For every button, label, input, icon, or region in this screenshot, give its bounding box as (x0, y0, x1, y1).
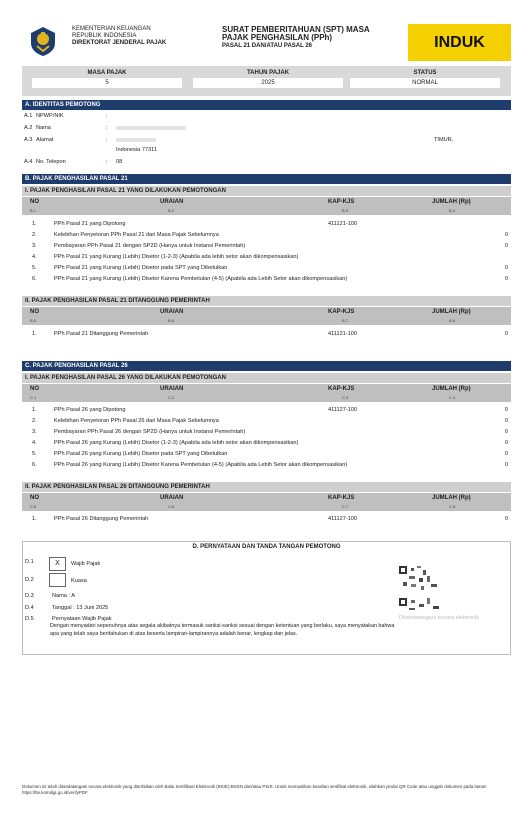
id-row-colon: : (106, 125, 108, 131)
wajib-pajak-label: Wajib Pajak (71, 561, 101, 567)
row-no: 1. (32, 407, 37, 413)
table-row (22, 427, 511, 438)
col-code: B.5 (30, 318, 37, 323)
section-b2-title: II. PAJAK PENGHASILAN PASAL 21 DITANGGUNG PEMERINTAH (22, 296, 511, 306)
title-line-1: SURAT PEMBERITAHUAN (SPT) MASA (222, 25, 370, 34)
org-line-1: KEMENTERIAN KEUANGAN (72, 26, 151, 32)
col-jumlah: JUMLAH (Rp) (432, 386, 471, 392)
address-tail: TIMUR, (434, 137, 454, 143)
org-line-3: DIREKTORAT JENDERAL PAJAK (72, 40, 167, 46)
table-row (22, 274, 511, 285)
table-row (22, 416, 511, 427)
row-amount: 0 (504, 407, 508, 413)
electronic-signature-note: Ditandatangani secara elektronik (399, 615, 480, 621)
col-code: C.2 (168, 395, 175, 400)
table-header-b2 (22, 307, 511, 325)
table-row (22, 438, 511, 449)
id-row-label: NPWP/NIK (36, 113, 64, 119)
section-b1-title: I. PAJAK PENGHASILAN PASAL 21 YANG DILAKUKAN PEMOTONGAN (22, 186, 511, 196)
row-label: PPh Pasal 21 yang Kurang (Lebih) Disetor pada SPT yang Dibetulkan (54, 265, 228, 271)
id-row-label: Nama (36, 125, 51, 131)
row-amount: 0 (504, 265, 508, 271)
row-no: 4. (32, 254, 37, 260)
col-no: NO (30, 386, 39, 392)
d2-no: D.2 (25, 577, 34, 583)
section-c-title: C. PAJAK PENGHASILAN PASAL 26 (22, 361, 511, 371)
col-no: NO (30, 309, 39, 315)
col-code: C.1 (30, 395, 37, 400)
masa-pajak-label: MASA PAJAK (87, 70, 127, 76)
section-c2-title: II. PAJAK PENGHASILAN PASAL 26 DITANGGUNG PEMERINTAH (22, 482, 511, 492)
masa-pajak-cell (32, 68, 182, 88)
col-uraian: URAIAN (160, 199, 184, 205)
row-no: 4. (32, 440, 37, 446)
id-row-no: A.3 (24, 137, 33, 143)
row-no: 1. (32, 331, 37, 337)
declaration-statement: Dengan menyadari sepenuhnya atas segala akibatnya termasuk sanksi-sanksi sesuai dengan ketentuan yang berlaku, saya menyatakan bahwa apa yang telah saya beritahukan di atas beserta lampiran-lampirannya adalah benar, lengkap dan jelas. (50, 623, 395, 637)
col-no: NO (30, 495, 39, 501)
tanggal-label: Tanggal : 13 Juni 2025 (52, 605, 109, 611)
row-amount: 0 (504, 451, 508, 457)
col-code: C.7 (342, 504, 349, 509)
qr-code-lower-icon (399, 596, 441, 612)
status-label: STATUS (413, 70, 437, 76)
redacted-name (116, 124, 186, 133)
col-uraian: URAIAN (160, 386, 184, 392)
id-row-colon: : (106, 113, 108, 119)
table-row (22, 263, 511, 274)
col-jumlah: JUMLAH (Rp) (432, 199, 471, 205)
col-code: B.8 (449, 318, 456, 323)
row-amount: 0 (504, 440, 508, 446)
row-kap: 411127-100 (328, 407, 358, 413)
wajib-pajak-checkbox[interactable]: X (49, 557, 66, 571)
col-jumlah: JUMLAH (Rp) (432, 309, 471, 315)
row-label: PPh Pasal 21 yang Kurang (Lebih) Disetor Karena Pembetulan (4-5) (Apabila ada Lebih Setor akan dikompensasikan) (54, 276, 348, 282)
row-amount: 0 (504, 276, 508, 282)
document-title (222, 26, 370, 50)
id-row-label: No. Telepon (36, 159, 66, 165)
row-amount: 0 (504, 462, 508, 468)
row-no: 3. (32, 429, 37, 435)
table-row (22, 460, 511, 471)
tahun-pajak-label: TAHUN PAJAK (246, 70, 290, 76)
d3-no: D.3 (25, 593, 34, 599)
section-c1-title: I. PAJAK PENGHASILAN PASAL 26 YANG DILAKUKAN PEMOTONGAN (22, 373, 511, 383)
row-no: 3. (32, 243, 37, 249)
col-code: C.5 (30, 504, 37, 509)
col-code: B.7 (342, 318, 349, 323)
col-uraian: URAIAN (160, 309, 184, 315)
table-row (22, 252, 511, 263)
row-kap: 411121-100 (328, 331, 358, 337)
table-row (22, 514, 511, 525)
col-jumlah: JUMLAH (Rp) (432, 495, 471, 501)
row-label: PPh Pasal 26 yang Kurang (Lebih) Disetor (1-2-3) (Apabila ada lebih setor akan dikompensasikan) (54, 440, 299, 446)
nama-label: Nama : A (52, 593, 76, 599)
row-no: 1. (32, 221, 37, 227)
row-amount: 0 (504, 232, 508, 238)
row-amount: 0 (504, 516, 508, 522)
row-amount: 0 (504, 418, 508, 424)
footer-note: Dokumen ini telah ditandatangani secara elektronik yang diterbitkan oleh Balai Sertifikasi Elektronik (BSrE)-BSSN dan/atau PSrE. Untuk memastikan keaslian sertifikat elektronik, silahkan pindai QR Code atau unggah dokumen pada laman https://tte.komdigi.go.id/verifyPDF (22, 784, 487, 795)
row-label: Pembayaran PPh Pasal 21 dengan SP2D (Hanya untuk Instansi Pemerintah) (54, 243, 246, 249)
col-code: C.8 (449, 504, 456, 509)
id-row-no: A.4 (24, 159, 33, 165)
row-amount: 0 (504, 243, 508, 249)
row-label: PPh Pasal 21 yang Dipotong (54, 221, 126, 227)
ministry-of-finance-emblem-icon (26, 24, 60, 58)
id-row-no: A.1 (24, 113, 33, 119)
table-row (22, 329, 511, 340)
table-header-c1 (22, 384, 511, 402)
row-kap: 411127-100 (328, 516, 358, 522)
org-line-2: REPUBLIK INDONESIA (72, 33, 137, 39)
qr-code-icon (399, 566, 441, 592)
col-code: C.3 (342, 395, 349, 400)
row-amount: 0 (504, 331, 508, 337)
col-code: B.1 (30, 208, 37, 213)
tahun-pajak-cell (193, 68, 343, 88)
phone-value: 08 (116, 159, 123, 165)
col-kap: KAP-KJS (328, 199, 355, 205)
col-code: C.4 (449, 395, 456, 400)
table-row (22, 405, 511, 416)
tahun-pajak-value: 2025 (193, 78, 343, 88)
id-row-colon: : (106, 137, 108, 143)
kuasa-label: Kuasa (71, 578, 87, 584)
row-label: PPh Pasal 26 yang Kurang (Lebih) Disetor Karena Pembetulan (4-5) (Apabila ada Lebih Setor akan dikompensasikan) (54, 462, 348, 468)
row-no: 5. (32, 265, 37, 271)
row-no: 5. (32, 451, 37, 457)
col-kap: KAP-KJS (328, 386, 355, 392)
address-line-2: Indonesia 77311 (116, 147, 157, 153)
d5-no: D.5 (25, 616, 34, 622)
row-no: 2. (32, 418, 37, 424)
row-label: PPh Pasal 26 yang Kurang (Lebih) Disetor pada SPT yang Dibetulkan (54, 451, 228, 457)
table-row (22, 449, 511, 460)
section-b-title: B. PAJAK PENGHASILAN PASAL 21 (22, 174, 511, 184)
table-header-b1 (22, 197, 511, 215)
row-label: Kelebihan Penyetoran PPh Pasal 26 dari Masa Pajak Sebelumnya (54, 418, 219, 424)
title-line-2: PAJAK PENGHASILAN (PPh) (222, 33, 333, 42)
table-header-c2 (22, 493, 511, 511)
status-value: NORMAL (350, 78, 500, 88)
row-no: 1. (32, 516, 37, 522)
row-label: Pembayaran PPh Pasal 26 dengan SP2D (Hanya untuk Instansi Pemerintah) (54, 429, 246, 435)
organization-name (72, 26, 166, 47)
d1-no: D.1 (25, 559, 34, 565)
table-row (22, 241, 511, 252)
masa-pajak-value: 5 (32, 78, 182, 88)
d4-no: D.4 (25, 605, 34, 611)
row-no: 6. (32, 462, 37, 468)
section-a-title: A. IDENTITAS PEMOTONG (22, 100, 511, 110)
col-code: B.2 (168, 208, 175, 213)
col-uraian: URAIAN (160, 495, 184, 501)
id-row-label: Alamat (36, 137, 54, 143)
section-d-title: D. PERNYATAAN DAN TANDA TANGAN PEMOTONG (192, 544, 341, 550)
col-no: NO (30, 199, 39, 205)
status-cell (350, 68, 500, 88)
row-amount: 0 (504, 429, 508, 435)
col-code: B.4 (449, 208, 456, 213)
row-no: 2. (32, 232, 37, 238)
table-row (22, 219, 511, 230)
title-line-3: PASAL 21 DAN/ATAU PASAL 26 (222, 43, 313, 49)
table-row (22, 230, 511, 241)
id-row-colon: : (106, 159, 108, 165)
col-kap: KAP-KJS (328, 309, 355, 315)
col-kap: KAP-KJS (328, 495, 355, 501)
declaration-box (22, 541, 511, 655)
period-bar (22, 66, 511, 96)
induk-badge: INDUK (408, 24, 511, 61)
kuasa-checkbox[interactable] (49, 573, 66, 587)
col-code: C.6 (168, 504, 175, 509)
row-label: PPh Pasal 26 yang Dipotong (54, 407, 126, 413)
document-header (22, 18, 511, 64)
row-label: PPh Pasal 26 Ditanggung Pemerintah (54, 516, 149, 522)
pernyataan-label: Pernyataan Wajib Pajak (52, 616, 112, 622)
row-label: PPh Pasal 21 yang Kurang (Lebih) Disetor (1-2-3) (Apabila ada lebih setor akan dikompensasikan) (54, 254, 299, 260)
redacted-address (116, 136, 156, 145)
col-code: B.6 (168, 318, 175, 323)
id-row-no: A.2 (24, 125, 33, 131)
row-label: Kelebihan Penyetoran PPh Pasal 21 dari Masa Pajak Sebelumnya (54, 232, 219, 238)
row-label: PPh Pasal 21 Ditanggung Pemerintah (54, 331, 149, 337)
row-no: 6. (32, 276, 37, 282)
col-code: B.3 (342, 208, 349, 213)
row-kap: 411121-100 (328, 221, 358, 227)
